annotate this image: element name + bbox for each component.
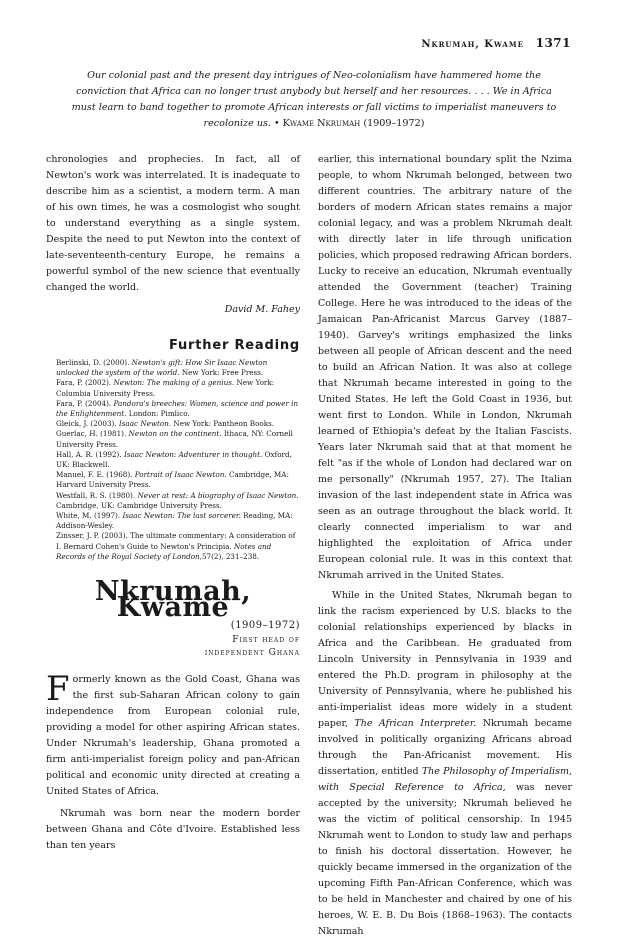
further-reading-heading: Further Reading [168, 338, 300, 353]
epigraph [64, 68, 564, 132]
reference-text: London: Pimlico. [126, 409, 190, 419]
running-head [421, 36, 571, 50]
reference-text: New York: Free Press. [179, 368, 264, 378]
reference-text: Hall, A. R. (1992). [56, 449, 124, 459]
reference-text: Zinsser, J. P. (2003). The ultimate commentary: A consideration of I. Bernard Cohen's Guide to Newton's Principia. [56, 531, 296, 551]
reference-text: White, M. (1997). [56, 511, 123, 521]
reference-text: Oxford, UK: Blackwell. [56, 449, 292, 470]
reference-title: Isaac Newton: Adventurer in thought. [123, 449, 263, 459]
reference-item [46, 511, 300, 531]
paragraph-text: Nkrumah became involved in politically organizing Africans abroad through the Pan-Africanist movement. His dissertation, entitled [318, 718, 572, 777]
paragraph-text: While in the United States, Nkrumah began to link the racism experienced by U.S. blacks to the colonial relationships experienced by blacks in Africa and the Caribbean. He graduated from Lincoln University in Pennsylvania in 1939 and entered the Ph.D. program in philosophy at the University of Pennsylvania, where he published his anti-imperialist ideas more widely in a student paper, [318, 590, 572, 729]
reference-text: 57(2), 231–238. [201, 551, 260, 561]
entry-role-line: independent Ghana [204, 648, 300, 659]
reference-text: Gleick, J. (2003). [56, 419, 119, 429]
reference-item [46, 399, 300, 419]
body-paragraph: earlier, this international boundary split the Nzima people, to whom Nkrumah belonged, between two different countries. The arbitrary nature of the borders of modern African states remains a major colonial legacy, and was a problem Nkrumah dealt with directly later in life through unification policies, which proposed redrawing African borders. Lucky to receive an education, Nkrumah eventually attended the Government (teacher) Training College. Here he was introduced to the ideas of the Jamaican Pan-Africanist Marcus Garvey (1887–1940). Garvey's writings emphasized the links between all people of African descent and the need to build an African Nation. It was also at college that Nkrumah became interested in going to the United States. He left the Gold Coast in 1936, but went first to London. While in London, Nkrumah learned of Ethiopia's defeat by the Italian Fascists. Years later Nkrumah said that at that moment he felt "as if the whole of London had declared war on me personally" (Nkrumah 1957, 27). The Italian invasion of the last independent state in Africa was seen as an outrage throughout the black world. It clearly connected imperialism to war and highlighted the exploitation of Africa under European colonial rule. It was in this context that Nkrumah arrived in the United States. [318, 154, 572, 581]
entry-first-paragraph [46, 669, 300, 800]
paper-title: The African Interpreter. [354, 718, 477, 729]
reference-title: Newton's gift: How Sir Isaac Newton unlocked the system of the world. [56, 358, 268, 378]
reference-title: Newton on the continent. [128, 429, 222, 439]
reference-item [46, 419, 300, 429]
reference-text: Fara, P. (2004). [56, 398, 114, 408]
paragraph-text: ormerly known as the Gold Coast, Ghana was the first sub-Saharan African colony to gain independence from European colonial rule, providing a model for other aspiring African states. Under Nkrumah's leadership, Ghana promoted a firm anti-imperialist foreign policy and pan-African political and economic unity directed at creating a United States of Africa. [46, 674, 300, 798]
drop-cap: F [46, 669, 70, 710]
reference-item [46, 429, 300, 449]
page-number: 1371 [535, 36, 571, 50]
reference-text: Fara, P. (2002). [56, 378, 114, 388]
reference-text: Cambridge, MA: Harvard University Press. [56, 470, 289, 490]
entry-title: Nkrumah, Kwame [94, 576, 252, 624]
paragraph-text: was never accepted by the university; Nkrumah believed he was the victim of political censorship. In 1945 Nkrumah went to London to study law and perhaps to finish his doctoral dissertation. However, he quickly became immersed in the organization of the upcoming Fifth Pan-African Conference, which was to be held in Manchester and chaired by one of his heroes, W. E. B. Du Bois (1868–1963). The contacts Nkrumah [318, 782, 572, 937]
reference-title: Isaac Newton. [118, 419, 172, 429]
article-author: David M. Fahey [224, 304, 300, 315]
body-paragraph: Nkrumah was born near the modern border between Ghana and Côte d'Ivoire. Established less than ten years [46, 808, 300, 852]
reference-text: Reading, MA: Addison-Wesley. [56, 511, 293, 531]
reference-item [46, 450, 300, 470]
dissertation-title: The Philosophy of Imperialism, with Special Reference to Africa, [318, 766, 572, 793]
body-paragraph [318, 588, 572, 940]
reference-title: Never at rest: A biography of Isaac Newton. [137, 490, 299, 500]
left-column [46, 152, 300, 854]
reference-text: Cambridge, UK: Cambridge University Press. [56, 500, 222, 510]
right-column [318, 152, 572, 940]
entry-role-line: First head of [232, 635, 300, 646]
reference-text: Guerlac, H. (1981). [56, 429, 129, 439]
reference-title: Newton: The making of a genius. [113, 378, 235, 388]
reference-text: New York: Pantheon Books. [171, 419, 275, 429]
reference-title: Portrait of Isaac Newton. [134, 470, 227, 480]
entry-dates: (1909–1972) [230, 620, 300, 632]
running-head-title: Nkrumah, Kwame [421, 39, 524, 50]
newton-continuation-paragraph: chronologies and prophecies. In fact, all of Newton's work was interrelated. It is inadequate to describe him as a scientist, a modern term. A man of his own times, he was a cosmologist who sought to understand everything as a single system. Despite the need to put Newton into the context of late-seventeenth-century Europe, he remains a powerful symbol of the new science that eventually changed the world. [46, 154, 300, 293]
reference-title: Isaac Newton: The last sorcerer. [122, 511, 241, 521]
reference-title: Notes and Records of the Royal Society of London, [56, 541, 272, 561]
reference-title: Pandora's breeches: Women, science and power in the Enlightenment. [56, 398, 299, 419]
reference-item [46, 470, 300, 490]
reference-item [46, 378, 300, 398]
reference-list [46, 358, 300, 562]
reference-item [46, 358, 300, 378]
reference-text: Westfall, R. S. (1980). [56, 490, 138, 500]
reference-text: New York: Columbia University Press. [56, 378, 275, 398]
reference-item [46, 491, 300, 511]
reference-text: Berlinski, D. (2000). [56, 358, 132, 367]
epigraph-quote: Our colonial past and the present day intrigues of Neo-colonialism have hammered home the conviction that Africa can no longer trust anybody but herself and her resources. . . . We in Africa must learn to band together to promote African interests or fall victims to imperialist maneuvers to recolonize us. [71, 70, 557, 129]
reference-text: Manuel, F. E. (1968). [56, 470, 135, 480]
epigraph-attribution: • Kwame Nkrumah (1909–1972) [274, 118, 425, 129]
reference-item [46, 531, 300, 562]
entry-role [46, 634, 300, 660]
reference-text: Ithaca, NY: Cornell University Press. [56, 429, 293, 449]
